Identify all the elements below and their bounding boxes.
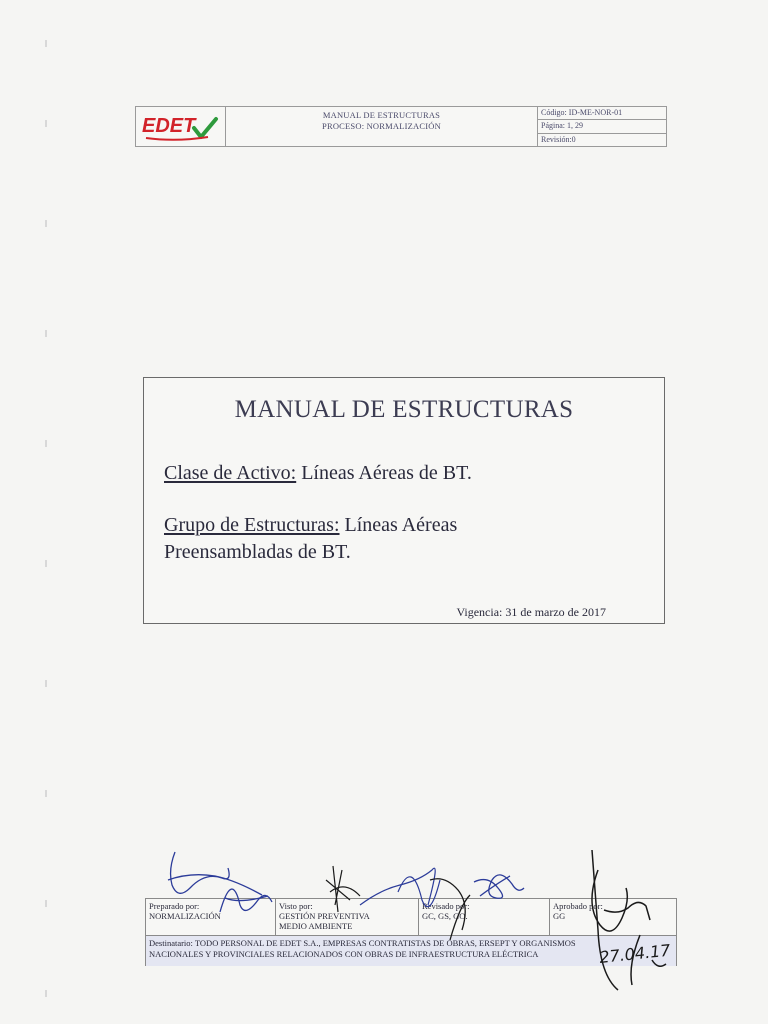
prepared-by-label: Preparado por: (149, 901, 200, 911)
header-title (226, 107, 538, 146)
prepared-by-cell (146, 899, 276, 935)
recipients-line1: Destinatario: TODO PERSONAL DE EDET S.A., EMPRESAS CONTRATISTAS DE OBRAS, ERSEPT Y ORGANISMOS (149, 938, 576, 948)
document-code: Código: ID-ME-NOR-01 (541, 108, 623, 117)
reviewed-by-cell (419, 899, 550, 935)
asset-class-line (164, 462, 472, 485)
revision-number: Revisión:0 (538, 133, 666, 146)
prepared-by-value: NORMALIZACIÓN (149, 911, 221, 921)
seen-by-value: GESTIÓN PREVENTIVA (279, 911, 370, 921)
edge-mark (45, 990, 47, 997)
edge-mark (45, 40, 47, 47)
document-title: MANUAL DE ESTRUCTURAS (234, 396, 574, 423)
handwritten-date: 27.04.17 (598, 940, 672, 967)
edge-mark (45, 900, 47, 907)
header-title-line2: PROCESO: NORMALIZACIÓN (322, 121, 441, 131)
structure-group-value: Líneas Aéreas (339, 514, 458, 536)
approved-by-label: Aprobado por: (553, 901, 603, 911)
company-logo (136, 107, 226, 146)
edge-mark (45, 790, 47, 797)
asset-class-value: Líneas Aéreas de BT. (296, 462, 472, 484)
approval-table (145, 898, 677, 966)
recipients-row (146, 936, 676, 966)
approved-by-cell (550, 899, 676, 935)
edge-mark (45, 440, 47, 447)
logo-checkmark-icon (194, 119, 216, 137)
structure-group-label: Grupo de Estructuras: (164, 514, 340, 536)
reviewed-by-value: GC, GS, GO. (422, 911, 468, 921)
logo-text: EDET (142, 115, 196, 137)
header-title-line1: MANUAL DE ESTRUCTURAS (322, 110, 441, 120)
edge-mark (45, 120, 47, 127)
document-header (135, 106, 667, 147)
asset-class-label: Clase de Activo: (164, 462, 297, 484)
title-box (143, 377, 665, 624)
seen-by-cell (276, 899, 419, 935)
validity-date: Vigencia: 31 de marzo de 2017 (456, 605, 606, 619)
recipients-line2: NACIONALES Y PROVINCIALES RELACIONADOS CON OBRAS DE INFRAESTRUCTURA ELÉCTRICA (149, 949, 539, 959)
reviewed-by-label: Revisado por: (422, 901, 470, 911)
edge-mark (45, 680, 47, 687)
approved-by-value: GG (553, 911, 566, 921)
structure-group-line2: Preensambladas de BT. (164, 541, 351, 563)
header-meta (538, 107, 666, 146)
edge-mark (45, 220, 47, 227)
page-number: Página: 1, 29 (538, 119, 666, 132)
edge-mark (45, 330, 47, 337)
seen-by-value-2: MEDIO AMBIENTE (279, 921, 353, 931)
edge-mark (45, 560, 47, 567)
signature-reviewer-2 (474, 875, 524, 898)
seen-by-label: Visto por: (279, 901, 313, 911)
structure-group-line (164, 514, 457, 537)
